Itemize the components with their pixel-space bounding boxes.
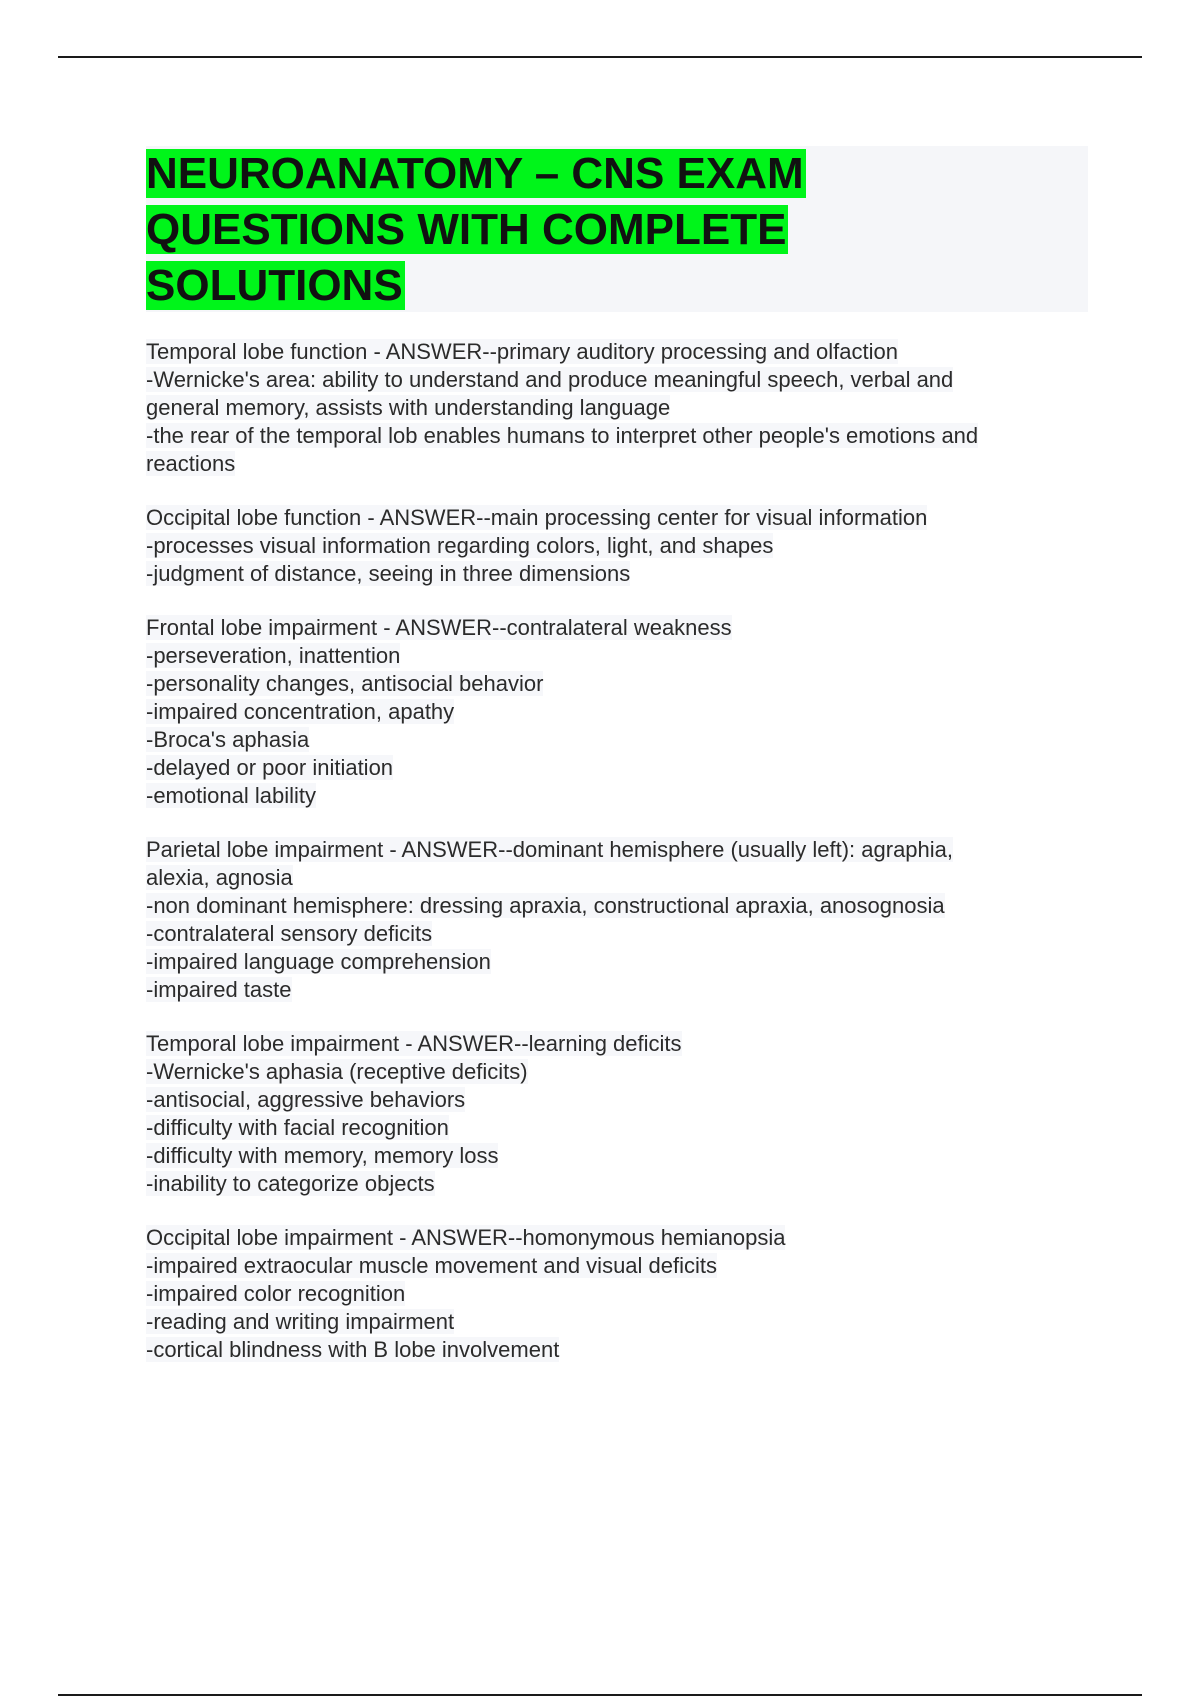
entry-line: reactions (146, 451, 236, 476)
entry-frontal-lobe-impairment (146, 614, 1076, 810)
entry-line: Temporal lobe function - ANSWER--primary auditory processing and olfaction (146, 339, 898, 364)
entry-line: -difficulty with facial recognition (146, 1115, 449, 1140)
top-rule (58, 56, 1142, 58)
entry-line: -perseveration, inattention (146, 643, 401, 668)
entry-line: -non dominant hemisphere: dressing apraxia, constructional apraxia, anosognosia (146, 893, 945, 918)
entry-line: -Broca's aphasia (146, 727, 310, 752)
entry-line: -contralateral sensory deficits (146, 921, 433, 946)
document-title (146, 146, 1088, 314)
entry-line: -difficulty with memory, memory loss (146, 1143, 499, 1168)
entry-occipital-lobe-function (146, 504, 1076, 588)
entry-line: -reading and writing impairment (146, 1309, 455, 1334)
entry-line: -judgment of distance, seeing in three dimensions (146, 561, 631, 586)
entry-line: alexia, agnosia (146, 865, 293, 890)
entry-line: -personality changes, antisocial behavior (146, 671, 544, 696)
entry-line: -processes visual information regarding colors, light, and shapes (146, 533, 774, 558)
entry-line: Occipital lobe impairment - ANSWER--homonymous hemianopsia (146, 1225, 786, 1250)
entry-line: general memory, assists with understanding language (146, 395, 671, 420)
entry-occipital-lobe-impairment (146, 1224, 1076, 1364)
entry-line: -impaired extraocular muscle movement and visual deficits (146, 1253, 718, 1278)
entry-line: -impaired color recognition (146, 1281, 406, 1306)
entry-line: Frontal lobe impairment - ANSWER--contralateral weakness (146, 615, 732, 640)
entry-line: -delayed or poor initiation (146, 755, 394, 780)
entry-line: -impaired concentration, apathy (146, 699, 455, 724)
entry-line: Parietal lobe impairment - ANSWER--dominant hemisphere (usually left): agraphia, (146, 837, 954, 862)
title-line-1: NEUROANATOMY – CNS EXAM (146, 149, 804, 198)
entry-line: -impaired taste (146, 977, 292, 1002)
entry-temporal-lobe-function (146, 338, 1076, 478)
entry-line: -inability to categorize objects (146, 1171, 435, 1196)
entry-line: -emotional lability (146, 783, 316, 808)
entry-parietal-lobe-impairment (146, 836, 1076, 1004)
entry-line: -Wernicke's area: ability to understand and produce meaningful speech, verbal and (146, 367, 954, 392)
entry-line: -cortical blindness with B lobe involvement (146, 1337, 560, 1362)
entry-line: -Wernicke's aphasia (receptive deficits) (146, 1059, 528, 1084)
document-body (146, 338, 1076, 1390)
title-line-2: QUESTIONS WITH COMPLETE (146, 205, 787, 254)
title-block (146, 146, 1088, 312)
entry-line: Occipital lobe function - ANSWER--main processing center for visual information (146, 505, 928, 530)
entry-line: -the rear of the temporal lob enables humans to interpret other people's emotions and (146, 423, 979, 448)
entry-line: Temporal lobe impairment - ANSWER--learning deficits (146, 1031, 682, 1056)
entry-temporal-lobe-impairment (146, 1030, 1076, 1198)
entry-line: -impaired language comprehension (146, 949, 491, 974)
bottom-rule (58, 1694, 1142, 1696)
title-line-3: SOLUTIONS (146, 261, 403, 310)
entry-line: -antisocial, aggressive behaviors (146, 1087, 466, 1112)
